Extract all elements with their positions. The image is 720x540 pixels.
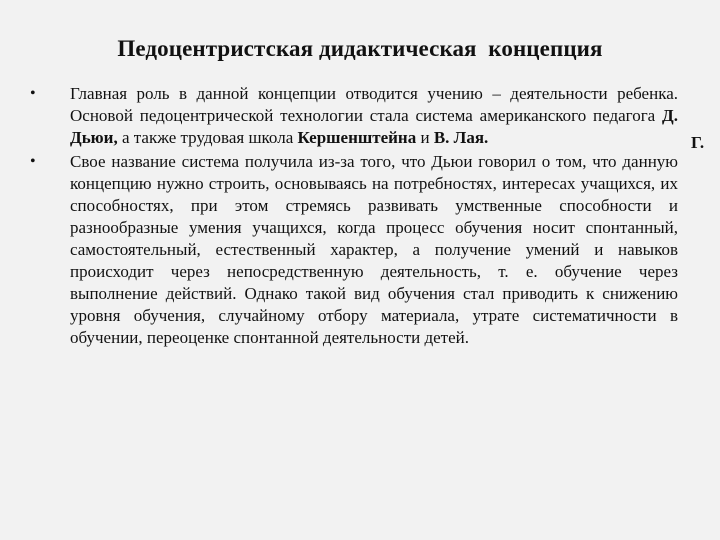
person-name-dewey: Д. Дьюи,	[70, 106, 678, 147]
person-name-kerschensteiner: Кершенштейна	[297, 128, 417, 147]
slide-title: Педоцентристская дидактическая концепция	[117, 36, 603, 61]
bullet-1-text-part1: Главная роль в данной концепции отводится учению – деятельности ребенка. Основой педоцентрической технологии стала система американского педагога	[70, 84, 678, 125]
bullet-text-1	[70, 83, 678, 149]
person-initial-kerschensteiner: Г.	[691, 133, 705, 152]
bullet-text-2: Свое название система получила из-за того, что Дьюи говорил о том, что данную концепцию нужно строить, основываясь на потребностях, интересах учащихся, их способностях, при этом стремясь развивать умственные способности и разнообразные умения учащихся, когда процесс обучения носит спонтанный, самостоятельный, естественный характер, а получение умений и навыков происходит через непосредственную деятельность, т. е. обучение через выполнение действий. Однако такой вид обучения стал приводить к снижению уровня обучения, случайному отбору материала, утрате систематичности в обучении, переоценке спонтанной деятельности детей.	[70, 152, 678, 347]
person-name-lay: В. Лая.	[433, 128, 489, 147]
bullet-icon: •	[30, 85, 36, 102]
bullet-1-text-part3: и	[416, 128, 434, 147]
bullet-item-2	[30, 151, 678, 349]
bullet-list	[30, 83, 678, 351]
bullet-1-text-part2: а также трудовая школа	[117, 128, 298, 147]
bullet-icon: •	[30, 153, 36, 170]
bullet-item-1	[30, 83, 678, 149]
